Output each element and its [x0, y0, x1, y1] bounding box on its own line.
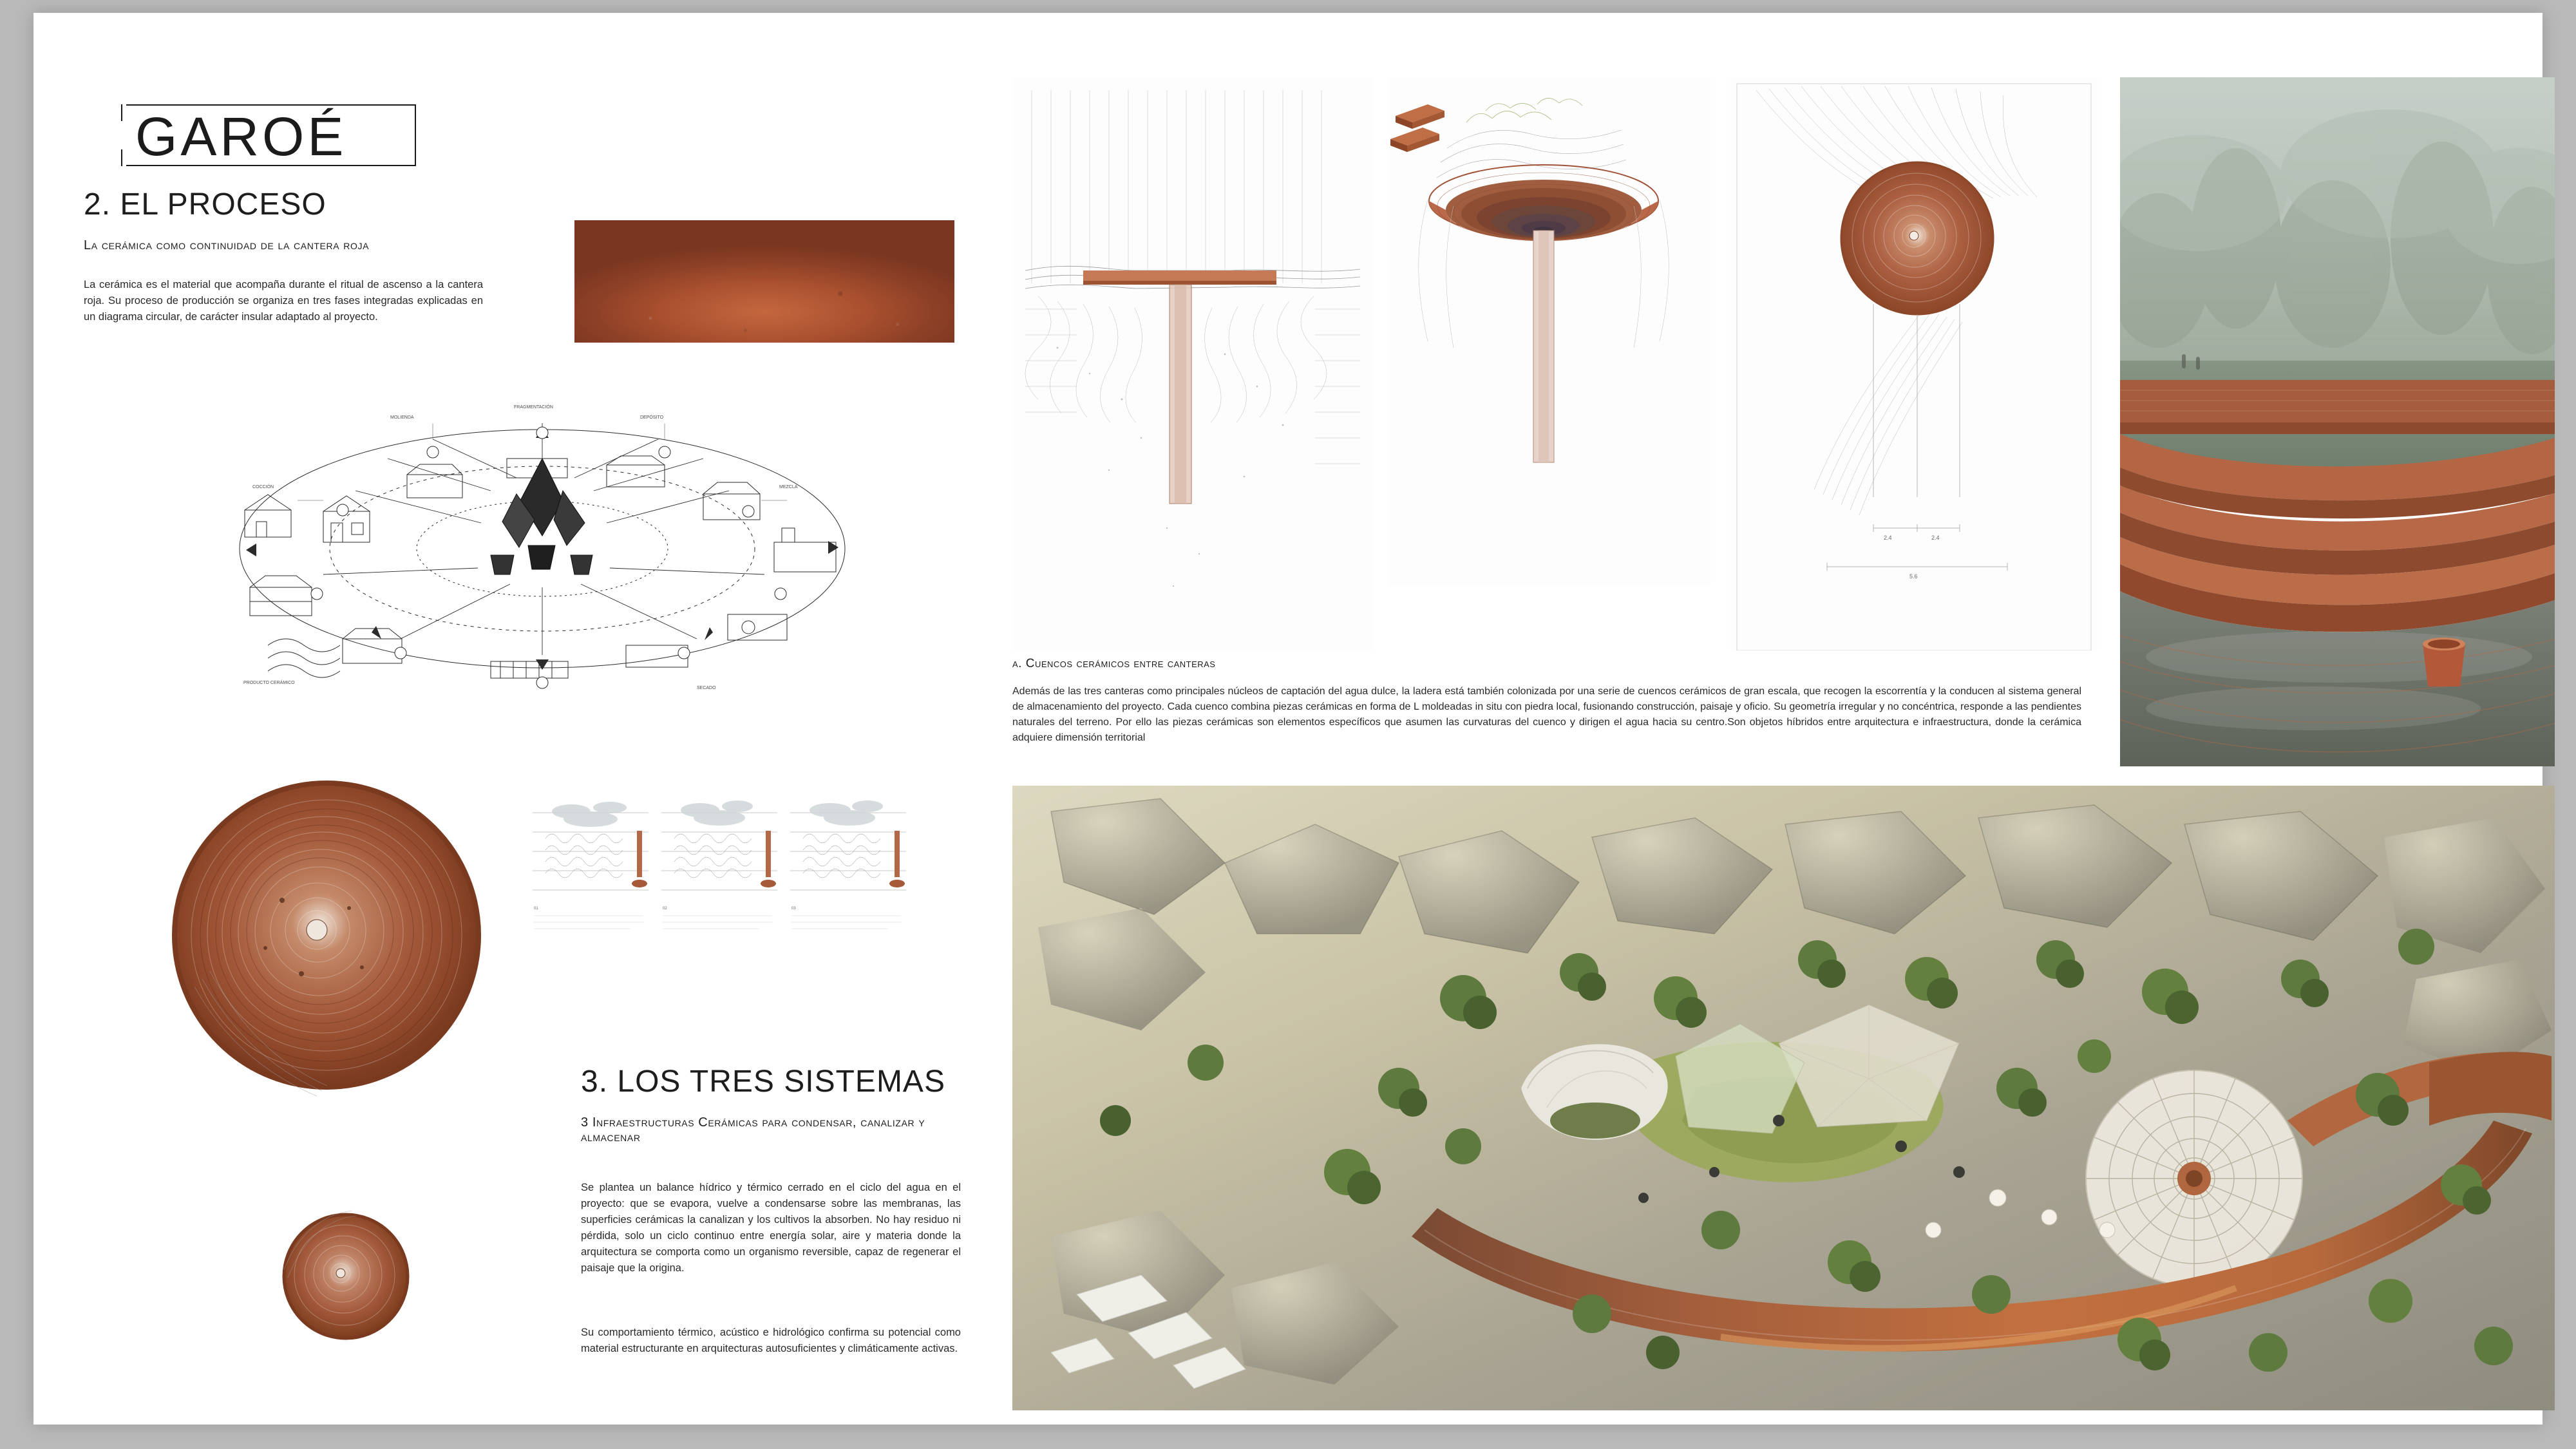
- svg-text:SECADO: SECADO: [697, 686, 716, 690]
- section-title-sistemas: 3. LOS TRES SISTEMAS: [581, 1065, 945, 1099]
- ceramic-bowl-plan-large: [156, 774, 497, 1115]
- three-systems-section-strips: [526, 793, 964, 987]
- svg-text:DEPÓSITO: DEPÓSITO: [640, 415, 664, 420]
- poster-board: [33, 13, 2543, 1425]
- ceramic-production-circular-diagram: [130, 362, 954, 723]
- section-body-sistemas-1: Se plantea un balance hídrico y térmico cerrado en el ciclo del agua en el proyecto: que se evapora, vuelve a condensarse sobre las membranas, las superficies cerámicas la canalizan y los cultivos la absorben. No hay residuo ni pérdida, solo un ciclo continuo entre energía solar, aire y materia donde la arquitectura se comporta como un organismo reversible, capaz de regenerar el paisaje que la origina.: [581, 1182, 961, 1274]
- section-subtitle-proceso: La cerámica como continuidad de la cantera roja: [84, 238, 370, 252]
- svg-text:2.4: 2.4: [1931, 535, 1940, 541]
- section-body-proceso: La cerámica es el material que acompaña durante el ritual de ascenso a la cantera roja. Su proceso de producción se organiza en tres fases integradas explicadas en un diagrama circular, de carácter insular adaptado al proyecto.: [84, 279, 483, 323]
- svg-text:5.6: 5.6: [1909, 573, 1918, 580]
- quarry-section-drawing: [1012, 77, 1373, 650]
- figure-caption-cuencos: a. Cuencos cerámicos entre canteras: [1012, 657, 1216, 670]
- section-body-cuencos: Además de las tres canteras como principales núcleos de captación del agua dulce, la ladera está también colonizada por una serie de cuencos cerámicos de gran escala, que recogen la escorrentía y la conducen al sistema general de almacenamiento del proyecto. Cada cuenco combina piezas cerámicas en forma de L moldeadas in situ con piedra local, fusionando construcción, paisaje y oficio. Su geometría irregular y no concéntrica, responde a las pendientes naturales del terreno. Por ello las piezas cerámicas son elementos específicos que asumen las curvaturas del cuenco y dirigen el agua hacia su centro.Son objetos híbridos entre arquitectura e infraestructura, donde la cerámica adquiere dimensión territorial: [1012, 686, 2081, 743]
- ceramic-bowl-plan-small: [275, 1206, 417, 1347]
- svg-text:01: 01: [534, 907, 538, 911]
- svg-text:2.4: 2.4: [1884, 535, 1892, 541]
- logo-bracket-top: [121, 104, 122, 121]
- section-title-proceso: 2. EL PROCESO: [84, 187, 327, 222]
- aerial-site-render: [1012, 786, 2555, 1410]
- svg-text:MEZCLA: MEZCLA: [779, 485, 798, 489]
- terraced-pool-render: [2120, 77, 2555, 766]
- ceramic-bowl-technical-plan: [1730, 77, 2098, 650]
- svg-text:FRAGMENTACIÓN: FRAGMENTACIÓN: [514, 405, 553, 410]
- red-clay-photo: [574, 220, 954, 343]
- svg-text:MOLIENDA: MOLIENDA: [390, 415, 414, 420]
- section-subtitle-sistemas: 3 Infraestructuras Cerámicas para condensar, canalizar y almacenar: [581, 1115, 925, 1144]
- logo-bracket-bottom: [121, 149, 122, 166]
- poster-inner-frame: [46, 27, 2530, 1410]
- axonometric-crater-drawing: [1389, 77, 1711, 586]
- logo-text: GAROÉ: [135, 106, 347, 167]
- section-body-sistemas-2: Su comportamiento térmico, acústico e hidrológico confirma su potencial como material estructurante en arquitecturas autosuficientes y climáticamente activas.: [581, 1327, 961, 1354]
- svg-text:02: 02: [663, 907, 667, 911]
- project-logo: [84, 64, 393, 167]
- svg-text:COCCIÓN: COCCIÓN: [252, 485, 274, 489]
- svg-text:PRODUCTO CERÁMICO: PRODUCTO CERÁMICO: [243, 681, 295, 685]
- svg-text:03: 03: [791, 907, 796, 911]
